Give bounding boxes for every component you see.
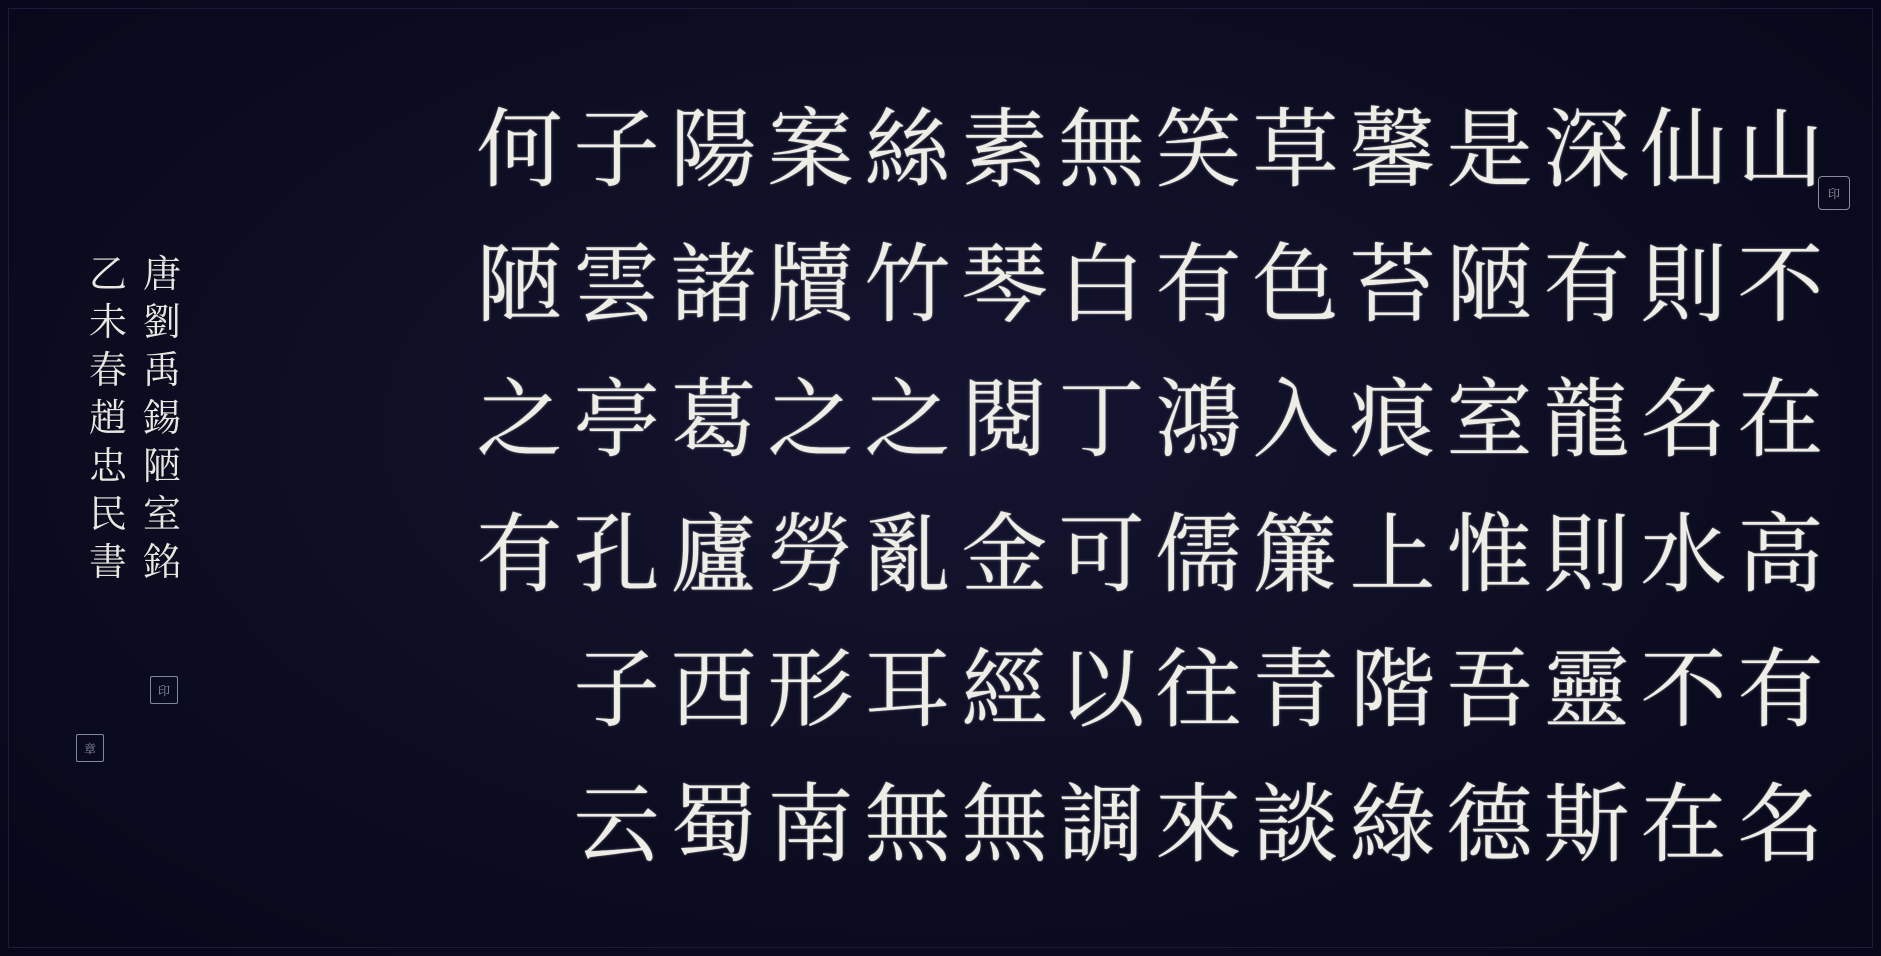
- character: 經: [961, 639, 1048, 740]
- text-column-14: [471, 82, 568, 892]
- character: 有: [1155, 234, 1242, 335]
- character: 水: [1640, 504, 1727, 605]
- character: 金: [961, 504, 1048, 605]
- character: 有: [476, 504, 563, 605]
- character: 談: [1252, 774, 1339, 875]
- character: 室: [1446, 369, 1533, 470]
- character: 則: [1543, 504, 1630, 605]
- character: 龍: [1543, 369, 1630, 470]
- character: 德: [1446, 774, 1533, 875]
- character: 白: [1058, 234, 1145, 335]
- character: 子: [573, 99, 660, 200]
- inscription-title-column: [140, 250, 184, 586]
- inscription-character: 忠: [88, 444, 127, 488]
- character: 形: [767, 639, 854, 740]
- character: 雲: [573, 234, 660, 335]
- character: 靈: [1543, 639, 1630, 740]
- character: 在: [1640, 774, 1727, 875]
- character: 之: [864, 369, 951, 470]
- character: 以: [1058, 639, 1145, 740]
- text-column-11: [762, 82, 859, 892]
- text-column-13: [568, 82, 665, 892]
- character: 山: [1737, 99, 1824, 200]
- text-column-4: [1441, 82, 1538, 892]
- seal-top-glyph: 印: [1827, 186, 1840, 201]
- text-column-8: [1053, 82, 1150, 892]
- character: 竹: [864, 234, 951, 335]
- character: 不: [1640, 639, 1727, 740]
- inscription-character: 書: [88, 540, 127, 584]
- character: 青: [1252, 639, 1339, 740]
- character: 廬: [670, 504, 757, 605]
- character: 丁: [1058, 369, 1145, 470]
- character: 案: [767, 99, 854, 200]
- character: 上: [1349, 504, 1436, 605]
- character: 無: [961, 774, 1048, 875]
- character: 有: [1543, 234, 1630, 335]
- character: 素: [961, 99, 1048, 200]
- inscription-character: 劉: [142, 300, 181, 344]
- character: 名: [1640, 369, 1727, 470]
- character: 勞: [767, 504, 854, 605]
- character: 痕: [1349, 369, 1436, 470]
- main-text-block: [471, 82, 1829, 892]
- character: 鴻: [1155, 369, 1242, 470]
- character: 亂: [864, 504, 951, 605]
- inscription-character: 銘: [142, 540, 181, 584]
- inscription-character: 室: [142, 492, 181, 536]
- character: 蜀: [670, 774, 757, 875]
- character: 吾: [1446, 639, 1533, 740]
- character: 何: [476, 99, 563, 200]
- text-column-6: [1247, 82, 1344, 892]
- inscription-character: 乙: [88, 252, 127, 296]
- text-column-12: [665, 82, 762, 892]
- inscription-signature-column: [86, 250, 130, 586]
- character: 無: [864, 774, 951, 875]
- character: 仙: [1640, 99, 1727, 200]
- character: 孔: [573, 504, 660, 605]
- seal-name-glyph: 印: [157, 683, 170, 698]
- text-column-3: [1538, 82, 1635, 892]
- seal-studio-glyph: 章: [83, 741, 96, 756]
- character: 是: [1446, 99, 1533, 200]
- character: 來: [1155, 774, 1242, 875]
- character: 可: [1058, 504, 1145, 605]
- character: 調: [1058, 774, 1145, 875]
- character: 陽: [670, 99, 757, 200]
- inscription-character: 禹: [142, 348, 181, 392]
- character: 笑: [1155, 99, 1242, 200]
- character: 草: [1252, 99, 1339, 200]
- character: 色: [1252, 234, 1339, 335]
- character: 簾: [1252, 504, 1339, 605]
- seal-stamp-name: [150, 676, 178, 704]
- inscription-character: 民: [88, 492, 127, 536]
- character: 惟: [1446, 504, 1533, 605]
- character: 馨: [1349, 99, 1436, 200]
- character: 子: [573, 639, 660, 740]
- character: 南: [767, 774, 854, 875]
- character: 耳: [864, 639, 951, 740]
- inscription-character: 未: [88, 300, 127, 344]
- character: 無: [1058, 99, 1145, 200]
- inscription-character: 錫: [142, 396, 181, 440]
- character: 陋: [1446, 234, 1533, 335]
- character: 葛: [670, 369, 757, 470]
- character: 牘: [767, 234, 854, 335]
- inscription-character: 唐: [142, 252, 181, 296]
- text-column-5: [1344, 82, 1441, 892]
- character: 儒: [1155, 504, 1242, 605]
- character: 綠: [1349, 774, 1436, 875]
- character: 入: [1252, 369, 1339, 470]
- inscription-block: [86, 250, 184, 586]
- inscription-character: 趙: [88, 396, 127, 440]
- character: 在: [1737, 369, 1824, 470]
- character: 之: [767, 369, 854, 470]
- text-column-9: [956, 82, 1053, 892]
- character: 苔: [1349, 234, 1436, 335]
- character: 往: [1155, 639, 1242, 740]
- character: 階: [1349, 639, 1436, 740]
- character: 陋: [476, 234, 563, 335]
- text-column-1: [1732, 82, 1829, 892]
- character: 則: [1640, 234, 1727, 335]
- character: 不: [1737, 234, 1824, 335]
- character: 名: [1737, 774, 1824, 875]
- character: 絲: [864, 99, 951, 200]
- text-column-10: [859, 82, 956, 892]
- character: 有: [1737, 639, 1824, 740]
- character: 亭: [573, 369, 660, 470]
- character: 諸: [670, 234, 757, 335]
- character: 西: [670, 639, 757, 740]
- text-column-2: [1635, 82, 1732, 892]
- character: 之: [476, 369, 563, 470]
- text-column-7: [1150, 82, 1247, 892]
- character: 深: [1543, 99, 1630, 200]
- character: 斯: [1543, 774, 1630, 875]
- character: 云: [573, 774, 660, 875]
- seal-stamp-studio: [76, 734, 104, 762]
- character: 高: [1737, 504, 1824, 605]
- character: 琴: [961, 234, 1048, 335]
- character: 閱: [961, 369, 1048, 470]
- inscription-character: 陋: [142, 444, 181, 488]
- inscription-character: 春: [88, 348, 127, 392]
